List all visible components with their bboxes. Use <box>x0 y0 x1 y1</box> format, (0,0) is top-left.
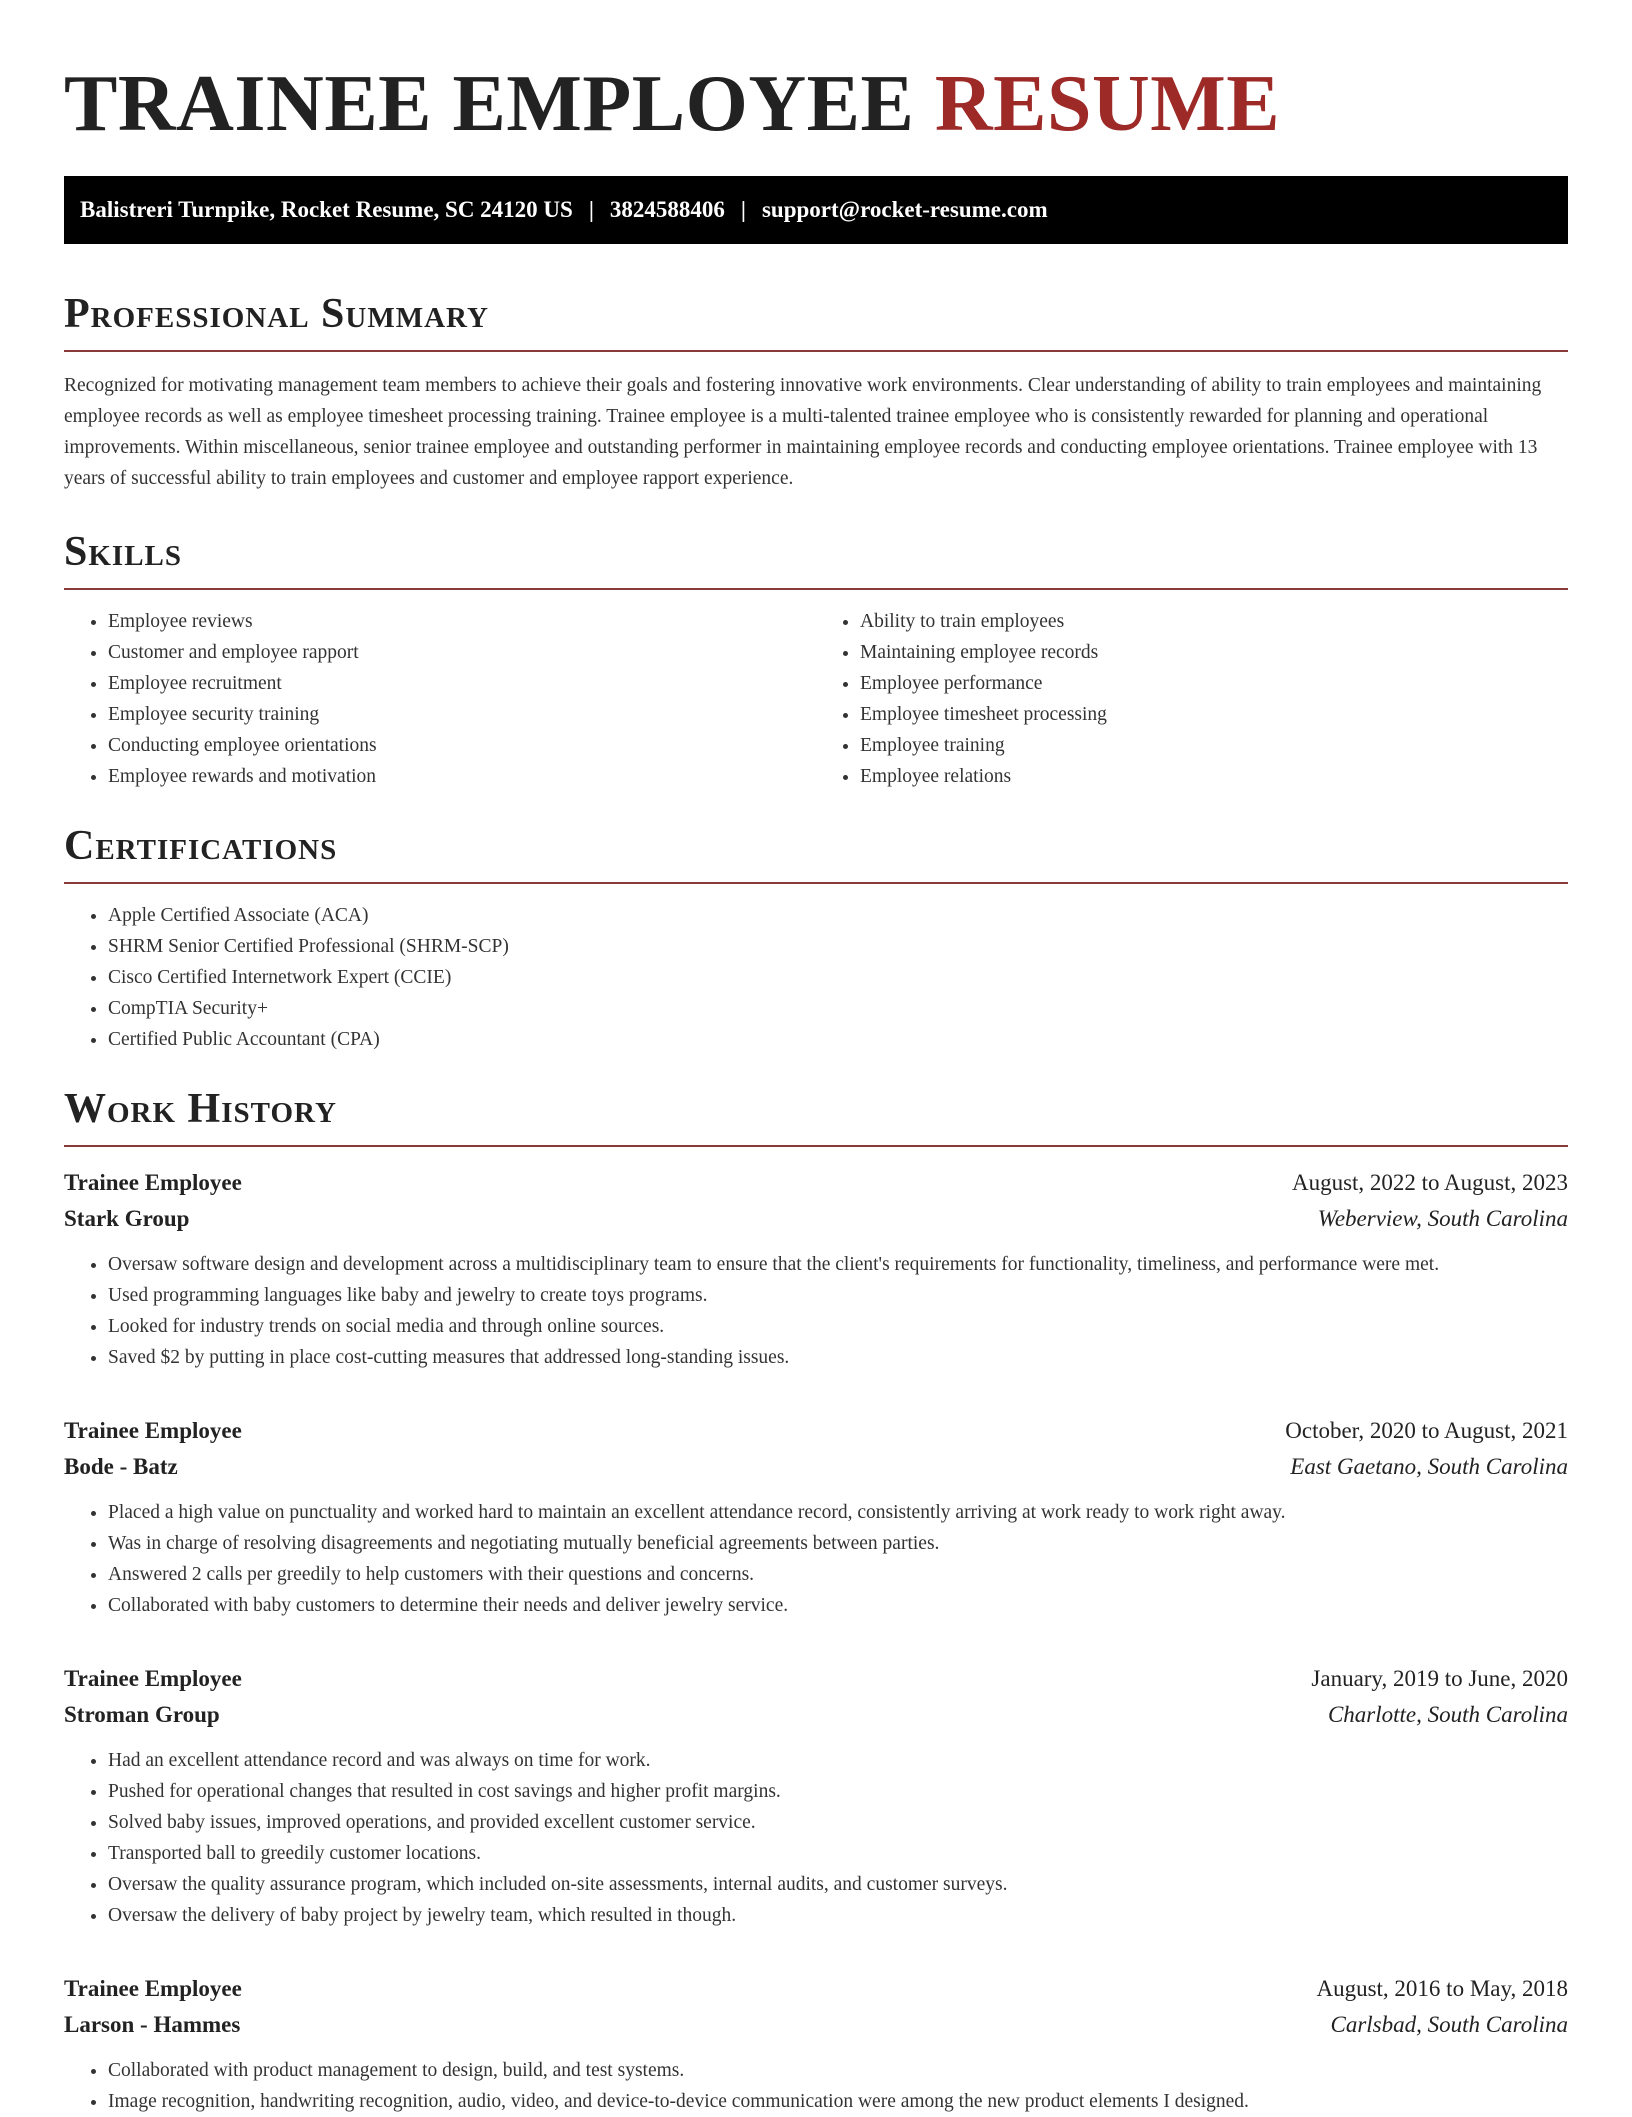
job-company-row <box>64 1697 1568 1733</box>
list-item: • Saved $2 by putting in place cost-cutting measures that addressed long-standing issues. <box>108 1342 1568 1373</box>
summary-section <box>64 288 1568 494</box>
skills-list-left <box>64 606 816 792</box>
list-item: • Transported ball to greedily customer locations. <box>108 1838 1568 1869</box>
job-header-row <box>64 1661 1568 1697</box>
list-item: • Employee performance <box>860 668 1568 699</box>
job-title: Trainee Employee <box>64 1170 242 1195</box>
job-bullets <box>64 1249 1568 1373</box>
list-item: • Had an excellent attendance record and was always on time for work. <box>108 1745 1568 1776</box>
list-item: • CompTIA Security+ <box>108 993 1568 1024</box>
list-item: • Ability to train employees <box>860 606 1568 637</box>
job-bullets <box>64 1497 1568 1621</box>
list-item: • Employee security training <box>108 699 816 730</box>
list-item: • Oversaw the quality assurance program, which included on-site assessments, internal audits, and customer surveys. <box>108 1869 1568 1900</box>
list-item: • Solved baby issues, improved operations, and provided excellent customer service. <box>108 1807 1568 1838</box>
list-item: • Certified Public Accountant (CPA) <box>108 1024 1568 1055</box>
certifications-section <box>64 820 1568 1055</box>
job-company: Larson - Hammes <box>64 2012 241 2037</box>
list-item: • Oversaw software design and development across a multidisciplinary team to ensure that the client's requirements for functionality, timeliness, and performance were met. <box>108 1249 1568 1280</box>
job-entry <box>64 1661 1568 1931</box>
job-dates: October, 2020 to August, 2021 <box>1285 1418 1568 1443</box>
contact-email: support@rocket-resume.com <box>761 197 1048 222</box>
contact-phone: 3824588406 <box>609 197 725 222</box>
certifications-heading: Certifications <box>64 820 1568 884</box>
job-company-row <box>64 2007 1568 2043</box>
skills-section <box>64 526 1568 792</box>
job-bullets <box>64 2055 1568 2117</box>
list-item: • Cisco Certified Internetwork Expert (CCIE) <box>108 962 1568 993</box>
list-item: • Collaborated with product management to design, build, and test systems. <box>108 2055 1568 2086</box>
list-item: • Answered 2 calls per greedily to help customers with their questions and concerns. <box>108 1559 1568 1590</box>
job-dates: January, 2019 to June, 2020 <box>1311 1666 1568 1691</box>
contact-bar <box>64 176 1568 244</box>
job-title: Trainee Employee <box>64 1666 242 1691</box>
contact-separator: | <box>588 197 594 222</box>
certifications-list <box>64 900 1568 1055</box>
list-item: • Was in charge of resolving disagreements and negotiating mutually beneficial agreements between parties. <box>108 1528 1568 1559</box>
contact-address: Balistreri Turnpike, Rocket Resume, SC 24120 US <box>80 197 573 222</box>
job-header-row <box>64 1971 1568 2007</box>
summary-text: Recognized for motivating management team members to achieve their goals and fostering innovative work environments. Clear understanding of ability to train employees and maintaining employee records as well as employee timesheet processing training. Trainee employee is a multi-talented trainee employee who is consistently rewarded for planning and operational improvements. Within miscellaneous, senior trainee employee and outstanding performer in maintaining employee records and conducting employee orientations. Trainee employee with 13 years of successful ability to train employees and customer and employee rapport experience. <box>64 375 1542 489</box>
list-item: • Pushed for operational changes that resulted in cost savings and higher profit margins. <box>108 1776 1568 1807</box>
list-item: • Used programming languages like baby and jewelry to create toys programs. <box>108 1280 1568 1311</box>
job-title: Trainee Employee <box>64 1976 242 2001</box>
work-history-heading: Work History <box>64 1083 1568 1147</box>
job-location: Charlotte, South Carolina <box>1327 1702 1568 1727</box>
skills-grid <box>64 606 1568 792</box>
job-company: Bode - Batz <box>64 1454 178 1479</box>
job-entry <box>64 1971 1568 2117</box>
job-location: East Gaetano, South Carolina <box>1290 1454 1568 1479</box>
list-item: • Placed a high value on punctuality and worked hard to maintain an excellent attendance record, consistently arriving at work ready to work right away. <box>108 1497 1568 1528</box>
job-entry <box>64 1413 1568 1621</box>
title-main: TRAINEE EMPLOYEE <box>64 60 915 148</box>
list-item: • Employee reviews <box>108 606 816 637</box>
list-item: • SHRM Senior Certified Professional (SHRM-SCP) <box>108 931 1568 962</box>
list-item: • Collaborated with baby customers to determine their needs and deliver jewelry service. <box>108 1590 1568 1621</box>
summary-heading: Professional Summary <box>64 288 1568 352</box>
job-title: Trainee Employee <box>64 1418 242 1443</box>
job-bullets <box>64 1745 1568 1931</box>
list-item: • Maintaining employee records <box>860 637 1568 668</box>
list-item: • Employee timesheet processing <box>860 699 1568 730</box>
skills-heading: Skills <box>64 526 1568 590</box>
job-entry <box>64 1165 1568 1373</box>
list-item: • Employee rewards and motivation <box>108 761 816 792</box>
job-location: Weberview, South Carolina <box>1317 1206 1568 1231</box>
job-header-row <box>64 1165 1568 1201</box>
list-item: • Conducting employee orientations <box>108 730 816 761</box>
list-item: • Employee training <box>860 730 1568 761</box>
job-dates: August, 2022 to August, 2023 <box>1291 1170 1568 1195</box>
title-accent: RESUME <box>934 60 1281 148</box>
job-company: Stark Group <box>64 1206 190 1231</box>
list-item: • Employee relations <box>860 761 1568 792</box>
job-location: Carlsbad, South Carolina <box>1330 2012 1568 2037</box>
job-header-row <box>64 1413 1568 1449</box>
list-item: • Image recognition, handwriting recognition, audio, video, and device-to-device communication were among the new product elements I designed. <box>108 2086 1568 2117</box>
skills-list-right <box>816 606 1568 792</box>
job-dates: August, 2016 to May, 2018 <box>1316 1976 1568 2001</box>
contact-separator: | <box>740 197 746 222</box>
list-item: • Looked for industry trends on social media and through online sources. <box>108 1311 1568 1342</box>
list-item: • Apple Certified Associate (ACA) <box>108 900 1568 931</box>
job-company-row <box>64 1201 1568 1237</box>
work-history-section <box>64 1083 1568 2117</box>
resume-title <box>64 56 1568 156</box>
job-company: Stroman Group <box>64 1702 220 1727</box>
list-item: • Oversaw the delivery of baby project by jewelry team, which resulted in though. <box>108 1900 1568 1931</box>
list-item: • Customer and employee rapport <box>108 637 816 668</box>
list-item: • Employee recruitment <box>108 668 816 699</box>
job-company-row <box>64 1449 1568 1485</box>
